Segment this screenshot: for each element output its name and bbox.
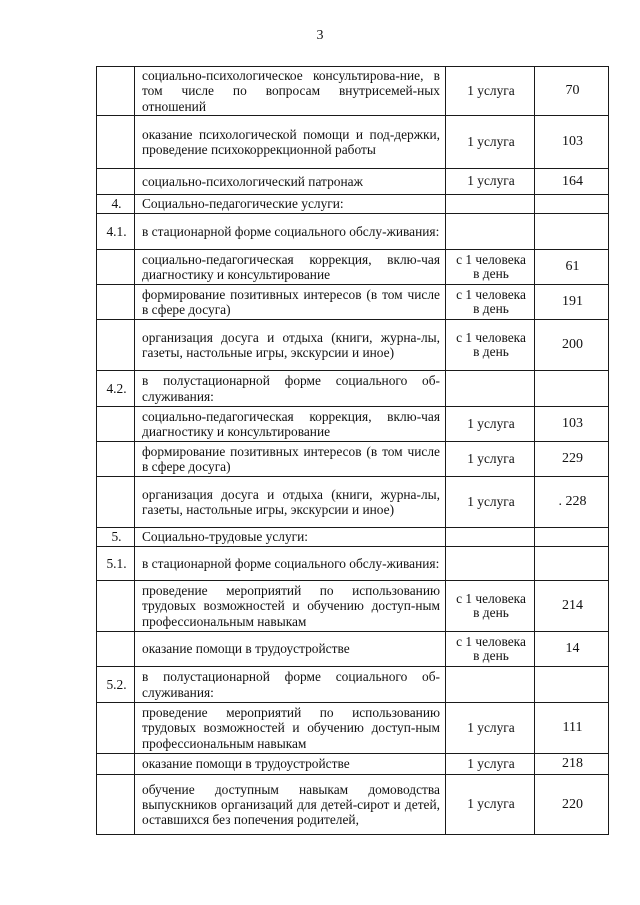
price: 214 xyxy=(535,581,609,632)
service-name: обучение доступным навыкам домоводства выпускников организаций для детей-сирот и детей, оставшихся без попечения родителей, xyxy=(135,775,446,835)
row-number xyxy=(97,320,135,371)
unit-of-service: 1 услуга xyxy=(446,754,535,775)
service-name: проведение мероприятий по использованию трудовых возможностей и обучению доступ-ным профессиональным навыкам xyxy=(135,703,446,754)
row-number xyxy=(97,169,135,195)
price: 14 xyxy=(535,632,609,667)
service-name: проведение мероприятий по использованию трудовых возможностей и обучению доступ-ным профессиональным навыкам xyxy=(135,581,446,632)
service-name: социально-педагогическая коррекция, вклю-чая диагностику и консультирование xyxy=(135,250,446,285)
row-number: 4.1. xyxy=(97,214,135,250)
row-number: 4.2. xyxy=(97,371,135,407)
service-name: оказание помощи в трудоустройстве xyxy=(135,632,446,667)
price: 111 xyxy=(535,703,609,754)
unit-of-service: 1 услуга xyxy=(446,169,535,195)
price xyxy=(535,214,609,250)
price xyxy=(535,371,609,407)
unit-of-service: с 1 человека в день xyxy=(446,250,535,285)
price: 103 xyxy=(535,116,609,169)
unit-of-service xyxy=(446,195,535,214)
table-row xyxy=(97,775,609,835)
row-number: 4. xyxy=(97,195,135,214)
row-number: 5. xyxy=(97,528,135,547)
table-row xyxy=(97,67,609,116)
table-row xyxy=(97,407,609,442)
row-number xyxy=(97,285,135,320)
price: 70 xyxy=(535,67,609,116)
table-row xyxy=(97,285,609,320)
table-row xyxy=(97,116,609,169)
row-number xyxy=(97,116,135,169)
unit-of-service: с 1 человека в день xyxy=(446,285,535,320)
row-number xyxy=(97,754,135,775)
price: 191 xyxy=(535,285,609,320)
service-name: оказание помощи в трудоустройстве xyxy=(135,754,446,775)
price xyxy=(535,528,609,547)
unit-of-service: 1 услуга xyxy=(446,116,535,169)
table-row xyxy=(97,547,609,581)
price: 103 xyxy=(535,407,609,442)
service-name: организация досуга и отдыха (книги, журна-лы, газеты, настольные игры, экскурсии и иное) xyxy=(135,477,446,528)
table-row xyxy=(97,528,609,547)
row-number xyxy=(97,581,135,632)
table-row xyxy=(97,667,609,703)
service-name: в полустационарной форме социального об-служивания: xyxy=(135,667,446,703)
row-number xyxy=(97,407,135,442)
price: 218 xyxy=(535,754,609,775)
row-number xyxy=(97,442,135,477)
unit-of-service: 1 услуга xyxy=(446,477,535,528)
service-name: в стационарной форме социального обслу-живания: xyxy=(135,214,446,250)
table-row xyxy=(97,371,609,407)
price: 164 xyxy=(535,169,609,195)
unit-of-service: 1 услуга xyxy=(446,775,535,835)
service-name: Социально-трудовые услуги: xyxy=(135,528,446,547)
table-row xyxy=(97,703,609,754)
unit-of-service: 1 услуга xyxy=(446,703,535,754)
table-row xyxy=(97,195,609,214)
row-number: 5.2. xyxy=(97,667,135,703)
row-number xyxy=(97,703,135,754)
price xyxy=(535,667,609,703)
unit-of-service: с 1 человека в день xyxy=(446,581,535,632)
price: 61 xyxy=(535,250,609,285)
service-name: организация досуга и отдыха (книги, журна-лы, газеты, настольные игры, экскурсии и иное) xyxy=(135,320,446,371)
service-name: социально-психологический патронаж xyxy=(135,169,446,195)
price xyxy=(535,195,609,214)
table-body xyxy=(97,67,609,835)
table-row xyxy=(97,214,609,250)
row-number: 5.1. xyxy=(97,547,135,581)
row-number xyxy=(97,632,135,667)
service-name: формирование позитивных интересов (в том числе в сфере досуга) xyxy=(135,285,446,320)
table-row xyxy=(97,320,609,371)
unit-of-service xyxy=(446,547,535,581)
service-name: в полустационарной форме социального об-служивания: xyxy=(135,371,446,407)
price: 229 xyxy=(535,442,609,477)
unit-of-service: 1 услуга xyxy=(446,407,535,442)
service-name: оказание психологической помощи и под-держки, проведение психокоррекционной работы xyxy=(135,116,446,169)
row-number xyxy=(97,67,135,116)
unit-of-service xyxy=(446,528,535,547)
service-name: формирование позитивных интересов (в том числе в сфере досуга) xyxy=(135,442,446,477)
unit-of-service xyxy=(446,667,535,703)
table-row xyxy=(97,581,609,632)
unit-of-service xyxy=(446,371,535,407)
table-row xyxy=(97,169,609,195)
unit-of-service: 1 услуга xyxy=(446,67,535,116)
price: 220 xyxy=(535,775,609,835)
services-table xyxy=(96,66,609,835)
unit-of-service: 1 услуга xyxy=(446,442,535,477)
service-name: социально-психологическое консультирова-ние, в том числе по вопросам внутрисемей-ных отношений xyxy=(135,67,446,116)
unit-of-service xyxy=(446,214,535,250)
service-name: Социально-педагогические услуги: xyxy=(135,195,446,214)
table-row xyxy=(97,477,609,528)
price xyxy=(535,547,609,581)
page-number: 3 xyxy=(316,28,324,43)
service-name: в стационарной форме социального обслу-живания: xyxy=(135,547,446,581)
table-row xyxy=(97,250,609,285)
table-row xyxy=(97,442,609,477)
price: . 228 xyxy=(535,477,609,528)
table-row xyxy=(97,754,609,775)
unit-of-service: с 1 человека в день xyxy=(446,632,535,667)
row-number xyxy=(97,250,135,285)
service-name: социально-педагогическая коррекция, вклю-чая диагностику и консультирование xyxy=(135,407,446,442)
table-row xyxy=(97,632,609,667)
price: 200 xyxy=(535,320,609,371)
row-number xyxy=(97,775,135,835)
row-number xyxy=(97,477,135,528)
unit-of-service: с 1 человека в день xyxy=(446,320,535,371)
